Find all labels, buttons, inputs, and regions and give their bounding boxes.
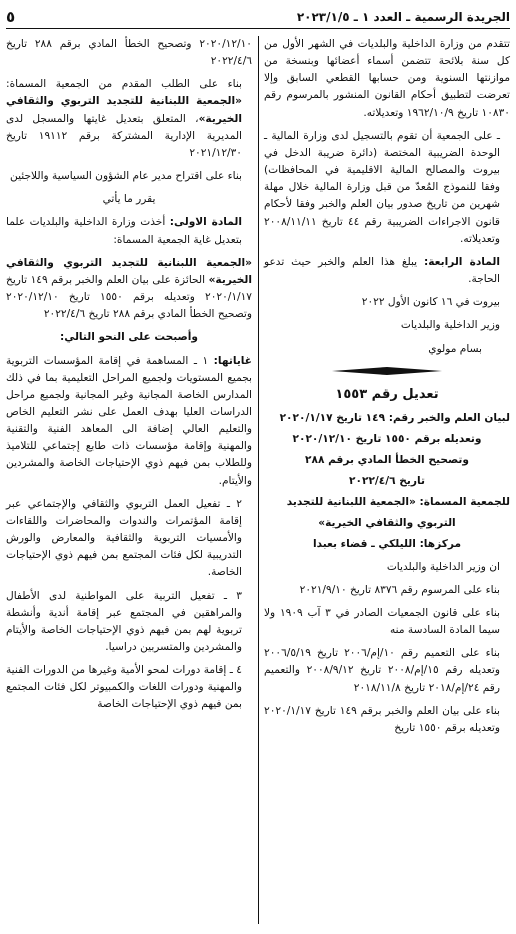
amendment-line: وتصحيح الخطأ المادي برقم ٢٨٨	[305, 453, 469, 466]
paragraph: ٢٠٢٠/١٢/١٠ وتصحيح الخطأ المادي برقم ٢٨٨ تاريخ ٢٠٢٢/٤/٦	[6, 38, 252, 68]
paragraph: ان وزير الداخلية والبلديات	[386, 560, 500, 573]
paragraph: بناء على المرسوم رقم ٨٣٧٦ تاريخ ٢٠٢١/٩/١٠	[299, 583, 500, 596]
goal-text: ١ ـ المساهمة في إقامة المؤسسات التربوية بجميع المستويات ولجميع المراحل التعليمية بما في ذلك المدارس الخاصة المجانية وغير المجانية ولجميع مراحل الدراسات العليا بهدف العمل على نشر التعليم الخاص والتعليم العالي إضافة الى المعاهد الفنية والتقنية والمهنية وإقامة مؤسسات ذات طابع إجتماعي للتلاميذ وللطلاب بمن فيهم ذوي الإحتياجات الخاصة والمشردين والأيتام.	[6, 354, 252, 487]
amendment-heading	[264, 409, 510, 553]
goal-two: ٢ ـ تفعيل العمل التربوي والثقافي والإجتماعي عبر إقامة المؤتمرات والندوات والمحاضرات واللقاءات والأمسيات التربوية والثقافية والمعارض والورش التدريبية لكل فئات المجتمع بمن فيهم ذوي الإحتياجات الخاصة.	[6, 497, 242, 579]
text-run: بناء على الطلب المقدم من الجمعية المسماة:	[6, 78, 242, 91]
goals-label: غاياتها:	[213, 354, 253, 367]
paragraph: تتقدم من وزارة الداخلية والبلديات في الشهر الأول من كل سنة بلائحة تتضمن أسماء أعضائها وبنسخة من موازنتها السنوية ومن حسابها القطعي السابق وإلا تعرضت لتطبيق أحكام القانون المنشور بالمرسوم رقم ١٠٨٣٠ تاريخ ١٩٦٢/١٠/٩ وتعديلاته.	[264, 38, 510, 119]
text-run: ، المتعلق بتعديل غايتها والمسجل لدى المديرية الإدارية المشتركة برقم ١٩١١٢ تاريخ ٢٠٢١/١٢/٣٠	[6, 112, 243, 159]
article-text: أخذت وزارة الداخلية والبلديات علما بتعديل غاية الجمعية المسماة:	[6, 216, 242, 246]
text-run: الحائزة على بيان العلم والخبر برقم ١٤٩ تاريخ ٢٠٢٠/١/١٧ وتعديله برقم ١٥٥٠ تاريخ ٢٠٢٠/١٢/١٠ وتصحيح الخطأ المادي برقم ٢٨٨ تاريخ ٢٠٢٢/٤/٦	[6, 273, 252, 321]
article-text: يبلغ هذا العلم والخبر حيث تدعو الحاجة.	[264, 255, 500, 286]
goal-three: ٣ ـ تفعيل التربية على المواطنية لدى الأطفال والمراهقين في المجتمع عبر إقامة أندية وأنشطة تربوية لهم بمن فيهم ذوي الإحتياجات الخاصة والأيتام والمشردين والمتسربين دراسيا.	[6, 589, 242, 653]
association-name: «الجمعية اللبنانية للتجديد التربوي والثقافي الخيرية»	[6, 256, 252, 286]
amendment-line: التربوي والثقافي الخيرية»	[318, 516, 456, 529]
amendment-line: لبيان العلم والخبر رقم: ١٤٩ تاريخ ٢٠٢٠/١/١٧	[279, 411, 510, 424]
page-header	[6, 6, 510, 29]
page-number: ٥	[6, 8, 16, 26]
date-line: بيروت في ١٦ كانون الأول ٢٠٢٢	[361, 296, 500, 309]
right-column	[264, 36, 510, 928]
paragraph: بناء على قانون الجمعيات الصادر في ٣ آب ١٩٠٩ ولا سيما المادة السادسة منه	[264, 607, 500, 637]
amendment-line: تاريخ ٢٠٢٢/٤/٦	[349, 474, 425, 487]
became-line: وأصبحت على النحو التالي:	[59, 331, 199, 344]
paragraph: بناء على اقتراح مدير عام الشؤون السياسية واللاجئين	[10, 170, 242, 183]
gazette-title: الجريدة الرسمية ـ العدد ١ ـ ٢٠٢٣/١/٥	[296, 10, 510, 24]
signature-name: بسام مولوي	[428, 342, 482, 355]
left-column	[6, 36, 252, 928]
goal-one	[6, 353, 252, 490]
amendment-line: وتعديله برقم ١٥٥٠ تاريخ ٢٠٢٠/١٢/١٠	[292, 432, 482, 445]
goal-four: ٤ ـ إقامة دورات لمحو الأمية وغيرها من الدورات الفنية والمهنية ودورات اللغات والكمبيوتر لكل فئات المجتمع بمن فيهم ذوي الإحتياجات الخاصة	[6, 664, 242, 711]
paragraph: بناء على التعميم رقم ١٠/إم/٢٠٠٦ تاريخ ٢٠٠٦/٥/١٩ وتعديله رقم ١٥/إم/٢٠٠٨ تاريخ ٢٠٠٨/٩/١٢ والتعميم رقم ٢٤/إم/٢٠١٨ تاريخ ٢٠١٨/١١/٨	[264, 647, 500, 694]
amendment-line: مركزها: الليلكي ـ قضاء بعبدا	[312, 537, 462, 550]
article-four	[264, 254, 510, 288]
amendment-title: تعديل رقم ١٥٥٣	[335, 386, 439, 402]
request-paragraph	[6, 76, 252, 162]
column-divider	[258, 36, 259, 924]
paragraph: بناء على بيان العلم والخبر برقم ١٤٩ تاريخ ٢٠٢٠/١/١٧ وتعديله برقم ١٥٥٠ تاريخ	[264, 704, 500, 734]
divider-ornament-icon	[332, 366, 442, 376]
section-divider	[264, 366, 510, 376]
amendment-line: للجمعية المسماة: «الجمعية اللبنانية للتجديد	[286, 495, 510, 508]
article-one	[6, 214, 252, 248]
article-label: المادة الاولى:	[169, 216, 242, 229]
article-label: المادة الرابعة:	[423, 255, 500, 268]
association-paragraph	[6, 255, 252, 324]
minister-title: وزير الداخلية والبلديات	[400, 319, 500, 332]
decides-line: يقرر ما يأتي	[102, 193, 156, 206]
association-name: «الجمعية اللبنانية للتجديد التربوي والثقافي الخيرية»	[6, 95, 242, 125]
paragraph: ـ على الجمعية أن تقوم بالتسجيل لدى وزارة المالية ـ الوحدة الضريبية المختصة (دائرة ضريبة الدخل في بيروت والمصالح المالية الاقليمية في المحافظات) وفقا للنموذج المُعدّ من قبل وزارة المالية خلال مهلة شهرين من تاريخ صدور بيان العلم والخبر وفقا لأحكام قانون الاجراءات الضريبية رقم ٤٤ تاريخ ٢٠٠٨/١١/١١ وتعديلاته.	[264, 129, 500, 245]
